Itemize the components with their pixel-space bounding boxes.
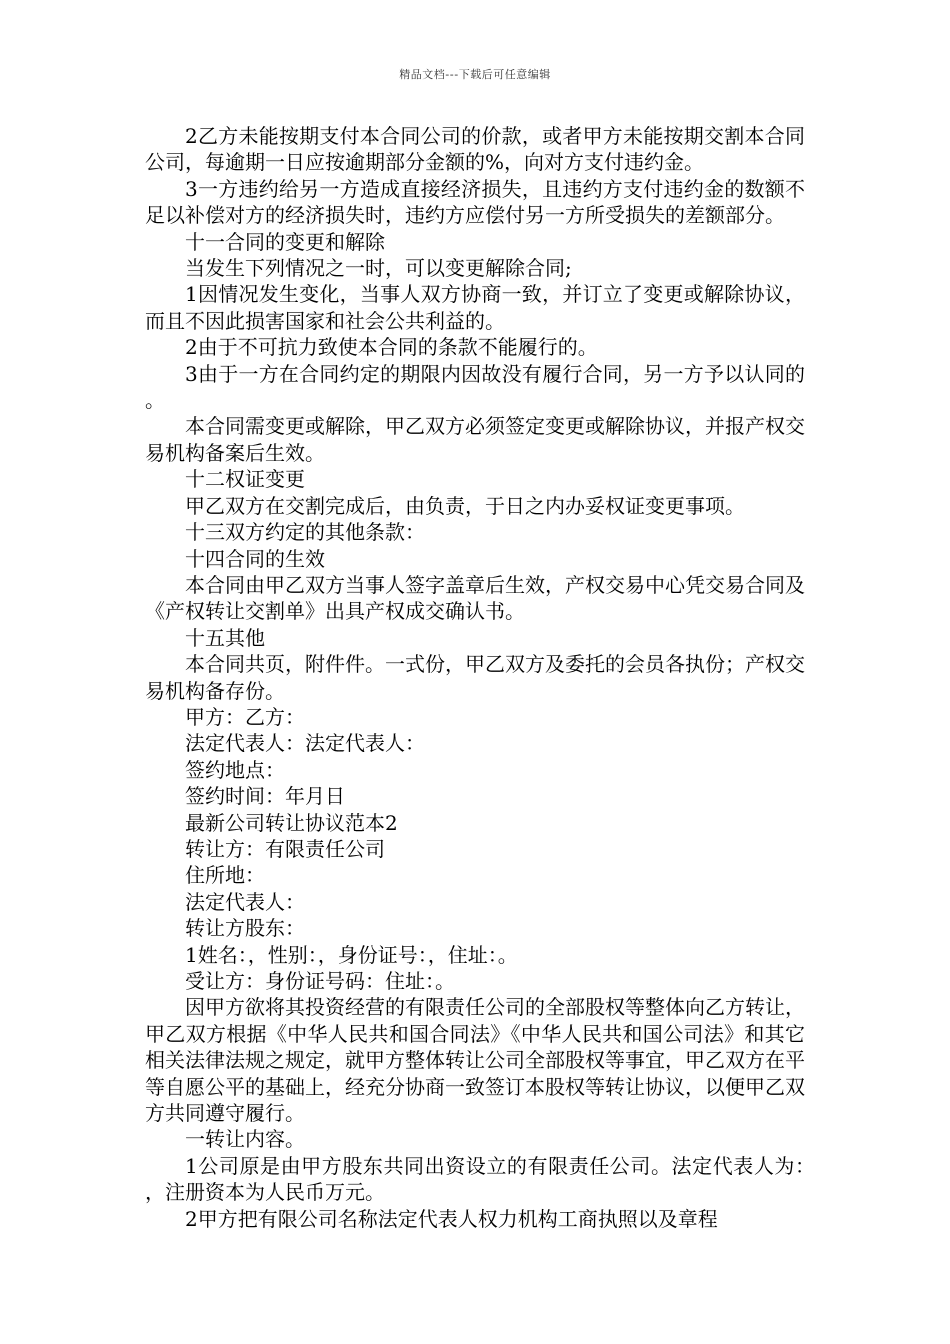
section-heading: 十四合同的生效 [185, 546, 325, 571]
signature-line: 法定代表人：法定代表人： [185, 731, 425, 756]
section-heading: 一转让内容。 [185, 1127, 305, 1152]
party-line: 1姓名：，性别：，身份证号：，住址：。 [185, 942, 518, 967]
paragraph: 本合同共页，附件件。一式份，甲乙双方及委托的会员各执份；产权交易机构备存份。 [145, 652, 805, 703]
paragraph: 本合同需变更或解除，甲乙双方必须签定变更或解除协议，并报产权交易机构备案后生效。 [145, 414, 805, 465]
paragraph: 2由于不可抗力致使本合同的条款不能履行的。 [185, 335, 598, 360]
paragraph: 当发生下列情况之一时，可以变更解除合同; [185, 256, 572, 281]
party-line: 受让方：身份证号码：住址：。 [185, 969, 455, 993]
paragraph: 2甲方把有限公司名称法定代表人权力机构工商执照以及章程 [185, 1206, 718, 1231]
document-body [145, 123, 805, 1232]
paragraph: 3由于一方在合同约定的期限内因故没有履行合同，另一方予以认同的。 [145, 361, 805, 413]
document-title: 最新公司转让协议范本2 [185, 810, 398, 835]
paragraph: 因甲方欲将其投资经营的有限责任公司的全部股权等整体向乙方转让，甲乙双方根据《中华人民共和国合同法》《中华人民共和国公司法》和其它相关法律法规之规定，就甲方整体转让公司全部股权等事宜，甲乙双方在平等自愿公平的基础上，经充分协商一致签订本股权等转让协议，以便甲乙双方共同遵守履行。 [145, 995, 805, 1126]
paragraph: 1公司原是由甲方股东共同出资设立的有限责任公司。法定代表人为：，注册资本为人民币万元。 [145, 1153, 805, 1205]
section-heading: 十五其他 [185, 625, 265, 650]
paragraph: 本合同由甲乙双方当事人签字盖章后生效，产权交易中心凭交易合同及《产权转让交割单》出具产权成交确认书。 [145, 572, 805, 624]
signature-line: 甲方：乙方： [185, 704, 305, 729]
paragraph: 3一方违约给另一方造成直接经济损失，且违约方支付违约金的数额不足以补偿对方的经济损失时，违约方应偿付另一方所受损失的差额部分。 [145, 176, 805, 228]
paragraph: 甲乙双方在交割完成后，由负责，于日之内办妥权证变更事项。 [185, 493, 745, 518]
signature-line: 签约地点： [185, 757, 285, 782]
signature-line: 签约时间：年月日 [185, 784, 345, 809]
party-line: 住所地： [185, 863, 265, 888]
party-line: 转让方股东： [185, 916, 305, 941]
party-line: 法定代表人： [185, 889, 305, 914]
page-header: 精品文档---下载后可任意编辑 [399, 68, 551, 81]
section-heading: 十三双方约定的其他条款： [185, 520, 425, 545]
section-heading: 十一合同的变更和解除 [185, 229, 385, 254]
section-heading: 十二权证变更 [185, 467, 305, 492]
paragraph: 2乙方未能按期支付本合同公司的价款，或者甲方未能按期交割本合同公司，每逾期一日应按逾期部分金额的%，向对方支付违约金。 [145, 124, 805, 175]
party-line: 转让方：有限责任公司 [185, 836, 385, 861]
paragraph: 1因情况发生变化，当事人双方协商一致，并订立了变更或解除协议，而且不因此损害国家和社会公共利益的。 [145, 282, 805, 333]
